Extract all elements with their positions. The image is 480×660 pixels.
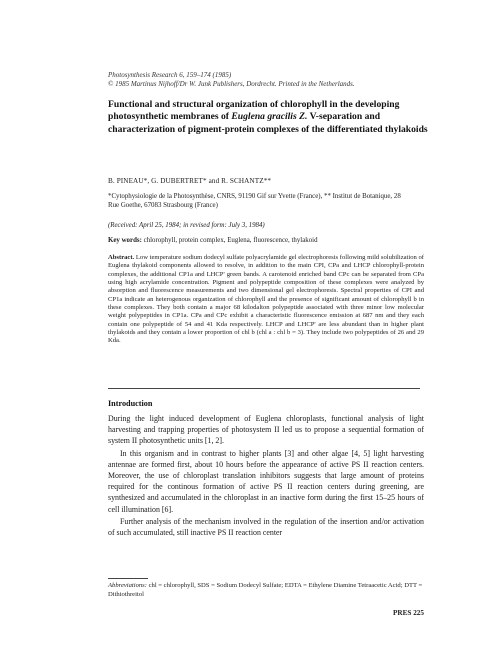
intro-paragraph-3: Further analysis of the mechanism involved in the regulation of the insertion and/or activation of such accumulated, still inactive PS II reaction center xyxy=(108,516,424,538)
abstract-label: Abstract. xyxy=(108,254,135,261)
affiliations: *Cytophysiologie de la Photosynthèse, CNRS, 91190 Gif sur Yvette (France), ** Institut de Botanique, 28 Rue Goethe, 67083 Strasbourg (France) xyxy=(108,193,401,210)
introduction-heading: Introduction xyxy=(108,399,153,408)
intro-paragraph-1: During the light induced development of Euglena chloroplasts, functional analysis of light harvesting and trapping properties of photosystem II led us to propose a sequential formation of system II photosynthetic units [1, 2]. xyxy=(108,414,424,446)
abstract xyxy=(108,254,424,346)
title-species: Euglena gracilis Z. xyxy=(231,111,308,123)
footnote-divider xyxy=(108,578,148,579)
abbreviations-label: Abbreviations: xyxy=(108,582,147,589)
title-part2: V-separation and characterization of pigment-protein complexes of the differentiated thylakoids xyxy=(108,111,428,135)
abbreviations-text: chl = chlorophyll, SDS = Sodium Dodecyl Sulfate; EDTA = Ethylene Diamine Tetraacetic Acid; DTT = Dithiothreitol xyxy=(108,582,423,598)
intro-paragraph-2: In this organism and in contrast to higher plants [3] and other algae [4, 5] light harvesting antennae are formed first, about 10 hours before the appearance of active PS II reaction centers. Moreover, the use of chloroplast translation inhibitors suggests that large amount of proteins required for the continous formation of active PS II reaction centers during greening, are synthesized and accumulated in the chloroplast in an inactive form during the first 15–25 hours of cell illumination [6]. xyxy=(108,448,424,514)
keywords-label: Key words: xyxy=(108,237,142,244)
introduction-body xyxy=(108,413,424,538)
received-dates: (Received: April 25, 1984; in revised form: July 3, 1984) xyxy=(108,222,265,229)
keywords-text: chlorophyll, protein complex, Euglena, fluorescence, thylakoid xyxy=(141,237,318,244)
footer-code: PRES 225 xyxy=(393,609,424,617)
abbreviations-footnote xyxy=(108,582,424,600)
paper-title xyxy=(108,99,428,136)
section-divider xyxy=(108,388,420,389)
copyright-line: © 1985 Martinus Nijhoff/Dr W. Junk Publishers, Dordrecht. Printed in the Netherlands. xyxy=(108,80,355,88)
abstract-text: Low temperature sodium dodecyl sulfate polyacrylamide gel electrophoresis following mild solubilization of Euglena thylakoid components allowed to resolve, in addition to the main CPI, CPa and LHCP chlorophyll-protein complexes, the additional CP1a and LHCP' green bands. A carotenoid enriched band CPc can be separated from CPa using high acrylamide concentration. Pigment and polypeptide composition of these complexes were analyzed by absorption and fluorescence measurements and two dimensional gel electrophoresis. Spectral properties of CPI and CP1a indicate an heterogenous organization of chlorophyll and the presence of significant amount of chlorophyll b in these complexes. They both contain a major 68 kilodalton polypeptide associated with three minor low molecular weight polypeptides in CP1a. CPa and CPc exhibit a characteristic fluorescence emission at 687 nm and they each contain one polypeptide of 54 and 41 Kda respectively. LHCP and LHCP' are less abundant than in higher plant thylakoids and they contain a lower proportion of chl b (chl a : chl b = 3). They include two polypeptides of 26 and 29 Kda. xyxy=(108,254,424,345)
journal-citation: Photosynthesis Research 6, 159–174 (1985) xyxy=(108,71,232,79)
title-part1: Functional and structural organization of chlorophyll in the developing photosynthetic membranes of xyxy=(108,99,400,123)
journal-header xyxy=(108,71,438,89)
keywords xyxy=(108,237,408,244)
authors: B. PINEAU*, G. DUBERTRET* and R. SCHANTZ** xyxy=(108,177,272,185)
